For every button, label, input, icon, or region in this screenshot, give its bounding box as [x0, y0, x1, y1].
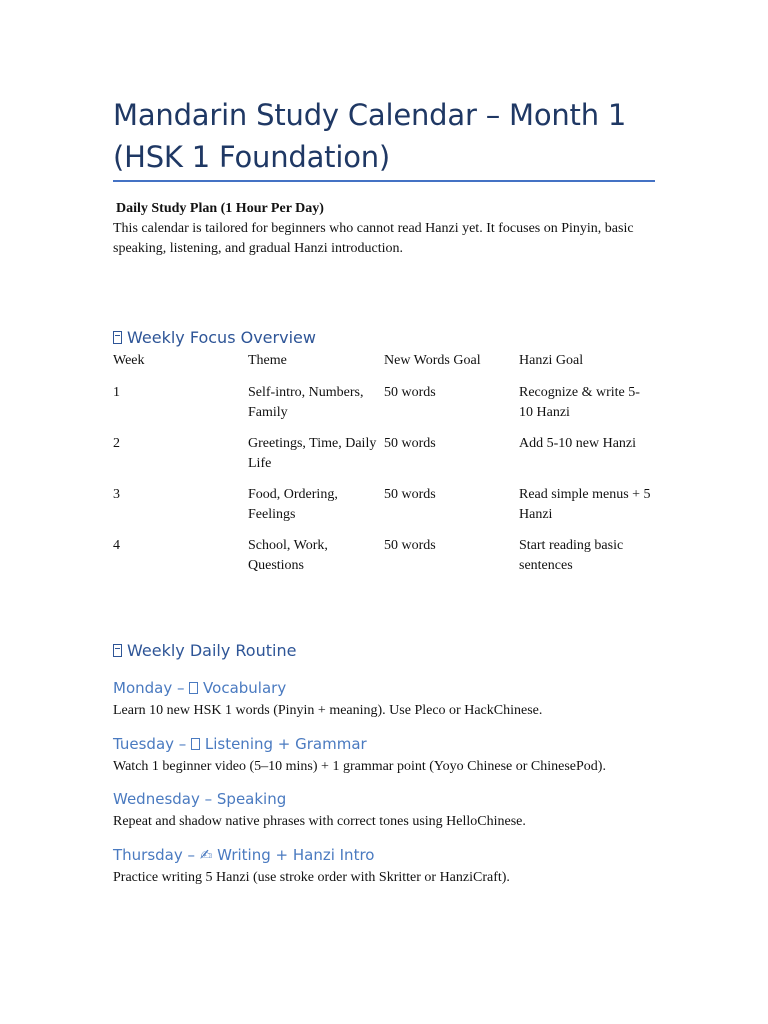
thursday-heading	[113, 845, 374, 865]
table-cell-theme: Greetings, Time, Daily Life	[248, 436, 377, 471]
monday-description: Learn 10 new HSK 1 words (Pinyin + meaning). Use Pleco or HackChinese.	[113, 703, 543, 718]
tuesday-day-label: Tuesday –	[113, 735, 187, 753]
table-cell-hanzi-goal: Add 5-10 new Hanzi	[519, 436, 637, 451]
table-cell-hanzi-goal: Read simple menus + 5 Hanzi	[519, 487, 651, 522]
column-header-hanzi-goal: Hanzi Goal	[519, 353, 584, 368]
table-cell-theme: Food, Ordering, Feelings	[248, 487, 338, 522]
thursday-description: Practice writing 5 Hanzi (use stroke order with Skritter or HanziCraft).	[113, 870, 510, 885]
table-cell-hanzi-goal: Recognize & write 5-10 Hanzi	[519, 385, 640, 420]
document-title: Mandarin Study Calendar – Month 1 (HSK 1 Foundation)	[113, 98, 627, 174]
table-cell-week: 3	[113, 487, 120, 502]
wednesday-heading	[113, 789, 286, 809]
placeholder-glyph-icon	[191, 738, 200, 750]
plan-heading: Daily Study Plan (1 Hour Per Day)	[116, 201, 324, 216]
thursday-topic: Writing + Hanzi Intro	[217, 846, 375, 864]
wednesday-day-label: Wednesday –	[113, 790, 213, 808]
wednesday-topic: Speaking	[216, 790, 287, 808]
placeholder-glyph-icon	[113, 331, 122, 344]
table-cell-week: 1	[113, 385, 120, 400]
table-cell-new-words-goal: 50 words	[384, 538, 436, 553]
title-underline	[113, 180, 655, 182]
table-cell-new-words-goal: 50 words	[384, 487, 436, 502]
weekly-focus-heading-text: Weekly Focus Overview	[127, 328, 316, 347]
tuesday-topic: Listening + Grammar	[204, 735, 367, 753]
writing-hand-icon: ✍	[199, 846, 213, 864]
weekly-focus-heading	[113, 328, 316, 348]
placeholder-glyph-icon	[189, 682, 198, 694]
column-header-new-words-goal: New Words Goal	[384, 353, 481, 368]
table-cell-new-words-goal: 50 words	[384, 385, 436, 400]
column-header-theme: Theme	[248, 353, 287, 368]
daily-routine-heading	[113, 641, 296, 661]
tuesday-description: Watch 1 beginner video (5–10 mins) + 1 grammar point (Yoyo Chinese or ChinesePod).	[113, 759, 606, 774]
monday-day-label: Monday –	[113, 679, 185, 697]
table-cell-hanzi-goal: Start reading basic sentences	[519, 538, 624, 573]
table-cell-week: 4	[113, 538, 120, 553]
table-cell-week: 2	[113, 436, 120, 451]
column-header-week: Week	[113, 353, 145, 368]
monday-topic: Vocabulary	[203, 679, 287, 697]
thursday-day-label: Thursday –	[113, 846, 196, 864]
intro-paragraph: This calendar is tailored for beginners who cannot read Hanzi yet. It focuses on Pinyin, basic speaking, listening, and gradual Hanzi introduction.	[113, 221, 634, 256]
monday-heading	[113, 678, 286, 698]
daily-routine-heading-text: Weekly Daily Routine	[127, 641, 297, 660]
wednesday-description: Repeat and shadow native phrases with correct tones using HelloChinese.	[113, 814, 526, 829]
table-cell-theme: School, Work, Questions	[248, 538, 328, 573]
tuesday-heading	[113, 734, 367, 754]
table-cell-new-words-goal: 50 words	[384, 436, 436, 451]
placeholder-glyph-icon	[113, 644, 122, 657]
table-cell-theme: Self-intro, Numbers, Family	[248, 385, 364, 420]
